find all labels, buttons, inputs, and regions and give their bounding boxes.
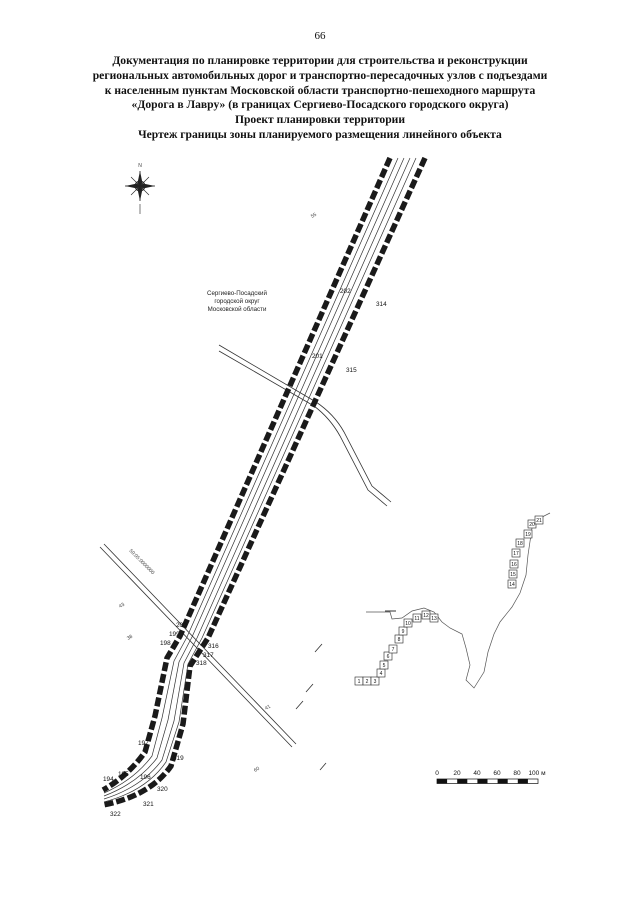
scale-label: 80 bbox=[513, 770, 521, 777]
district-label-line-2: городской округ bbox=[214, 298, 260, 305]
point-320: 320 bbox=[157, 786, 168, 793]
inset-sheet-label: 19 bbox=[525, 532, 531, 538]
header-line-3: к населенным пунктам Московской области транспортно-пешеходного маршрута bbox=[104, 83, 536, 97]
inset-sheet-label: 17 bbox=[513, 551, 519, 557]
point-321: 321 bbox=[143, 801, 154, 808]
point-315: 315 bbox=[346, 367, 357, 374]
inset-sheet-label: 21 bbox=[536, 518, 542, 524]
district-label-line-1: Сергиево-Посадский bbox=[207, 290, 267, 297]
point-318: 318 bbox=[196, 660, 207, 667]
point-322: 322 bbox=[110, 811, 121, 818]
scale-label: 60 bbox=[493, 770, 501, 777]
faint-label-5: 60 bbox=[253, 765, 261, 774]
inset-sheet-label: 6 bbox=[386, 654, 390, 660]
point-199: 199 bbox=[169, 631, 180, 638]
inset-sheet-label: 20 bbox=[529, 522, 535, 528]
point-200: 200 bbox=[176, 622, 187, 629]
header-line-2: региональных автомобильных дорог и транспортно-пересадочных узлов с подъездами bbox=[92, 68, 548, 82]
inset-sheet-label: 4 bbox=[379, 671, 383, 677]
inset-sheet-label: 3 bbox=[373, 679, 377, 685]
scale-label: 0 bbox=[435, 770, 439, 777]
inset-sheet-label: 18 bbox=[517, 541, 523, 547]
header-line-1: Документация по планировке территории для строительства и реконструкции bbox=[112, 54, 528, 67]
small-ticks bbox=[296, 644, 326, 770]
point-317: 317 bbox=[203, 652, 214, 659]
point-195: 195 bbox=[118, 771, 129, 778]
boundary-left bbox=[103, 158, 390, 790]
scale-label: 20 bbox=[453, 770, 461, 777]
header-line-6: Чертеж границы зоны планируемого размещения линейного объекта bbox=[138, 127, 502, 141]
point-196: 196 bbox=[140, 774, 151, 781]
page-number: 66 bbox=[314, 30, 326, 42]
inset-sheet-label: 1 bbox=[357, 679, 361, 685]
inset-sheet-label: 13 bbox=[431, 616, 437, 622]
north-label: N bbox=[138, 163, 142, 169]
inset-sheet-label: 11 bbox=[414, 616, 420, 622]
point-202: 202 bbox=[340, 288, 351, 295]
inset-sheet-label: 16 bbox=[511, 562, 517, 568]
point-198: 198 bbox=[160, 640, 171, 647]
scale-block bbox=[457, 779, 467, 784]
scale-label: 40 bbox=[473, 770, 481, 777]
inset-sheet-label: 2 bbox=[365, 679, 369, 685]
point-201: 201 bbox=[312, 353, 323, 360]
district-label bbox=[207, 290, 268, 313]
faint-label-1: 55 bbox=[310, 211, 318, 220]
inset-sheet-label: 12 bbox=[423, 613, 429, 619]
point-319: 319 bbox=[173, 755, 184, 762]
inset-sheet-label: 9 bbox=[401, 629, 405, 635]
point-194: 194 bbox=[103, 776, 114, 783]
sheet-index-inset bbox=[355, 513, 550, 688]
inset-sheet-label: 10 bbox=[405, 621, 411, 627]
inset-sheets bbox=[355, 516, 543, 685]
faint-label-2: 43 bbox=[118, 601, 126, 610]
inset-sheet-label: 14 bbox=[509, 582, 515, 588]
header-line-5: Проект планировки территории bbox=[234, 113, 406, 127]
scale-bar bbox=[435, 770, 546, 784]
inset-sheet-label: 15 bbox=[510, 572, 516, 578]
faint-label-4: 38 bbox=[126, 633, 134, 642]
faint-label-3: 50:05:0000000 bbox=[127, 548, 156, 577]
faint-label-6: 41 bbox=[264, 703, 272, 712]
point-197: 197 bbox=[138, 740, 149, 747]
scale-block bbox=[518, 779, 528, 784]
inset-sheet-label: 5 bbox=[382, 663, 386, 669]
point-316: 316 bbox=[208, 643, 219, 650]
scale-block bbox=[498, 779, 508, 784]
inset-sheet-label: 8 bbox=[397, 637, 401, 643]
header-line-4: «Дорога в Лавру» (в границах Сергиево-Посадского городского округа) bbox=[131, 98, 509, 112]
point-314: 314 bbox=[376, 301, 387, 308]
scale-label: 100 м bbox=[528, 770, 546, 777]
point-labels-right bbox=[110, 301, 387, 818]
inset-sheet-label: 7 bbox=[391, 647, 395, 653]
scale-block bbox=[437, 779, 447, 784]
scale-block bbox=[477, 779, 487, 784]
compass-rose-icon bbox=[125, 163, 155, 214]
district-label-line-3: Московской области bbox=[207, 306, 267, 313]
